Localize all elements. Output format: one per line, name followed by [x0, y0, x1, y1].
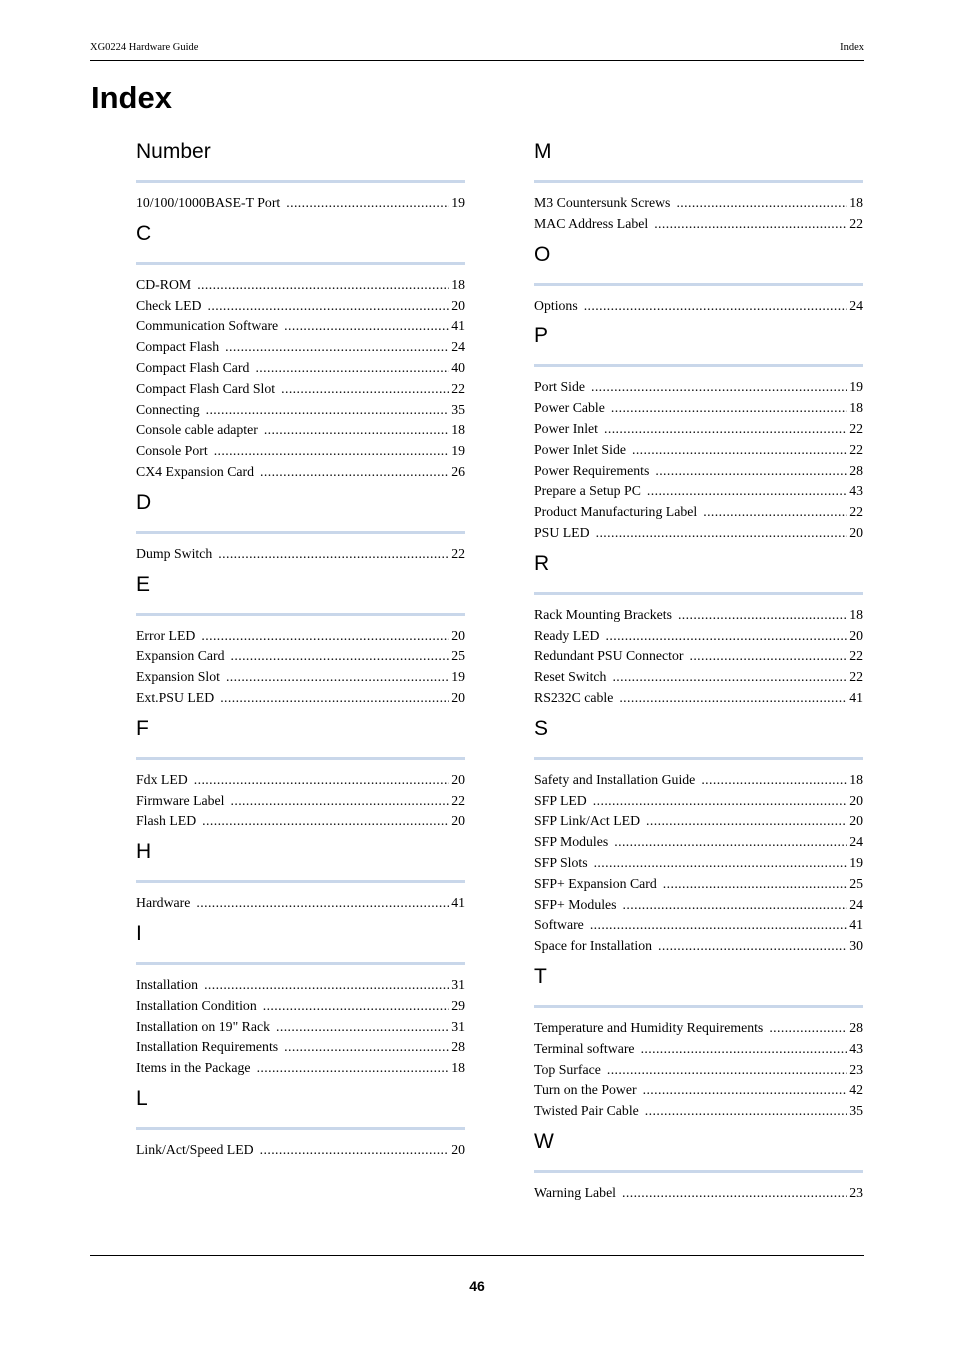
entry-page: 28 — [849, 462, 863, 478]
index-entry[interactable] — [534, 770, 863, 791]
entry-term: Terminal software — [534, 1040, 635, 1056]
index-entry[interactable] — [136, 893, 465, 914]
entry-page: 19 — [849, 379, 863, 395]
entry-page: 29 — [451, 997, 465, 1013]
index-entry[interactable] — [136, 441, 465, 462]
entry-page: 24 — [451, 339, 465, 355]
dot-leader — [276, 1017, 449, 1038]
index-entry[interactable] — [136, 1037, 465, 1058]
index-entry[interactable] — [136, 358, 465, 379]
dot-leader — [703, 502, 847, 523]
entry-term: CX4 Expansion Card — [136, 463, 255, 479]
entry-term: Console cable adapter — [136, 422, 258, 438]
entry-page: 41 — [451, 318, 465, 334]
dot-leader — [281, 379, 449, 400]
entry-term: Installation on 19" Rack — [136, 1018, 270, 1034]
section-heading — [136, 836, 465, 883]
dot-leader — [614, 832, 847, 853]
dot-leader — [619, 688, 847, 709]
index-section — [534, 1126, 863, 1204]
index-section — [136, 569, 465, 709]
section-heading — [534, 548, 863, 595]
dot-leader — [658, 936, 847, 957]
dot-leader — [214, 441, 450, 462]
dot-leader — [584, 296, 848, 317]
index-entry[interactable] — [534, 523, 863, 544]
entry-page: 24 — [849, 834, 863, 850]
entry-term: Safety and Installation Guide — [534, 771, 696, 787]
index-entry[interactable] — [534, 936, 863, 957]
entry-term: PSU LED — [534, 524, 590, 540]
section-heading — [534, 239, 863, 286]
entry-page: 43 — [849, 483, 863, 499]
index-entry[interactable] — [136, 296, 465, 317]
entry-term: Ext.PSU LED — [136, 689, 215, 705]
dot-leader — [257, 1058, 450, 1079]
entry-page: 26 — [451, 463, 465, 479]
index-entry[interactable] — [534, 1039, 863, 1060]
entry-term: CD-ROM — [136, 276, 192, 292]
index-entry[interactable] — [534, 398, 863, 419]
entry-page: 41 — [849, 689, 863, 705]
entry-page: 22 — [849, 441, 863, 457]
index-column-right — [534, 136, 863, 1208]
section-letter: I — [136, 921, 142, 945]
entry-page: 25 — [451, 648, 465, 664]
index-entry[interactable] — [534, 791, 863, 812]
dot-leader — [606, 626, 848, 647]
index-entry[interactable] — [534, 626, 863, 647]
index-entry[interactable] — [136, 1140, 465, 1161]
dot-leader — [231, 791, 450, 812]
entry-page: 28 — [451, 1039, 465, 1055]
index-section — [534, 713, 863, 957]
entry-page: 22 — [849, 420, 863, 436]
entry-term: Installation Requirements — [136, 1039, 279, 1055]
entry-page: 20 — [451, 689, 465, 705]
section-letter: E — [136, 572, 151, 596]
section-letter: D — [136, 490, 152, 514]
page-header — [90, 42, 864, 61]
section-letter: F — [136, 716, 149, 740]
index-entry[interactable] — [136, 811, 465, 832]
dot-leader — [655, 461, 847, 482]
dot-leader — [286, 193, 449, 214]
index-section — [534, 548, 863, 709]
entry-term: Power Requirements — [534, 462, 650, 478]
dot-leader — [196, 893, 449, 914]
entry-term: Console Port — [136, 443, 208, 459]
entry-term: Dump Switch — [136, 545, 213, 561]
entry-page: 23 — [849, 1061, 863, 1077]
entry-page: 35 — [849, 1103, 863, 1119]
section-heading — [136, 136, 465, 183]
entry-term: Expansion Card — [136, 648, 225, 664]
entry-term: 10/100/1000BASE-T Port — [136, 195, 281, 210]
index-entry[interactable] — [136, 193, 465, 214]
index-entry[interactable] — [534, 193, 863, 214]
dot-leader — [676, 193, 847, 214]
index-section — [534, 961, 863, 1122]
dot-leader — [594, 853, 848, 874]
entry-page: 22 — [451, 545, 465, 561]
entry-term: Hardware — [136, 895, 191, 911]
entry-page: 20 — [849, 627, 863, 643]
index-entry[interactable] — [136, 316, 465, 337]
entry-page: 24 — [849, 297, 863, 313]
index-entry[interactable] — [136, 626, 465, 647]
entry-term: Compact Flash — [136, 339, 220, 355]
index-entry[interactable] — [534, 646, 863, 667]
dot-leader — [284, 1037, 449, 1058]
dot-leader — [231, 646, 450, 667]
entry-term: Check LED — [136, 297, 202, 313]
entry-page: 25 — [849, 875, 863, 891]
index-entry[interactable] — [534, 667, 863, 688]
dot-leader — [607, 1060, 847, 1081]
entry-page: 18 — [849, 771, 863, 787]
entry-term: Fdx LED — [136, 771, 188, 787]
entry-page: 24 — [849, 896, 863, 912]
dot-leader — [206, 400, 450, 421]
index-entry[interactable] — [534, 811, 863, 832]
entry-page: 22 — [849, 648, 863, 664]
entry-page: 20 — [849, 792, 863, 808]
index-entry[interactable] — [534, 1018, 863, 1039]
entry-term: RS232C cable — [534, 689, 614, 705]
index-entry[interactable] — [136, 791, 465, 812]
entry-term: Power Cable — [534, 400, 605, 416]
index-section — [136, 1083, 465, 1161]
index-entry[interactable] — [534, 605, 863, 626]
section-letter: P — [534, 324, 549, 348]
section-heading — [534, 320, 863, 367]
index-entry[interactable] — [136, 1017, 465, 1038]
index-section — [136, 836, 465, 914]
entry-page: 41 — [849, 917, 863, 933]
section-heading — [136, 1083, 465, 1130]
entry-page: 18 — [849, 195, 863, 210]
index-entry[interactable] — [136, 462, 465, 483]
index-entry[interactable] — [534, 832, 863, 853]
section-heading — [136, 918, 465, 965]
section-name: Index — [840, 42, 864, 53]
dot-leader — [225, 337, 449, 358]
entry-page: 18 — [849, 400, 863, 416]
index-entry[interactable] — [534, 915, 863, 936]
dot-leader — [260, 1140, 450, 1161]
entry-page: 22 — [451, 792, 465, 808]
dot-leader — [612, 667, 847, 688]
index-section — [136, 136, 465, 214]
section-letter: S — [534, 716, 549, 740]
dot-leader — [645, 1101, 847, 1122]
entry-term: Flash LED — [136, 813, 197, 829]
entry-page: 20 — [451, 1141, 465, 1157]
section-letter: H — [136, 840, 152, 864]
entry-page: 18 — [451, 276, 465, 292]
dot-leader — [632, 440, 847, 461]
entry-page: 19 — [451, 443, 465, 459]
entry-term: SFP LED — [534, 792, 587, 808]
dot-leader — [201, 626, 449, 647]
index-entry[interactable] — [534, 874, 863, 895]
entry-page: 19 — [849, 854, 863, 870]
index-entry[interactable] — [136, 688, 465, 709]
entry-term: Warning Label — [534, 1184, 617, 1200]
section-heading — [534, 961, 863, 1008]
index-entry[interactable] — [534, 296, 863, 317]
entry-term: Turn on the Power — [534, 1082, 637, 1098]
dot-leader — [204, 975, 449, 996]
section-letter: R — [534, 551, 550, 575]
entry-page: 43 — [849, 1040, 863, 1056]
entry-page: 18 — [849, 606, 863, 622]
entry-page: 31 — [451, 976, 465, 992]
section-letter: Number — [136, 140, 211, 163]
index-entry[interactable] — [534, 1183, 863, 1204]
entry-term: Firmware Label — [136, 792, 225, 808]
index-entry[interactable] — [136, 379, 465, 400]
section-heading — [534, 136, 863, 183]
entry-term: Compact Flash Card Slot — [136, 380, 276, 396]
index-entry[interactable] — [534, 895, 863, 916]
entry-page: 20 — [451, 813, 465, 829]
entry-page: 22 — [849, 504, 863, 520]
entry-page: 41 — [451, 895, 465, 911]
page-number: 46 — [469, 1278, 485, 1294]
section-letter: C — [136, 221, 152, 245]
section-letter: T — [534, 964, 547, 988]
entry-page: 22 — [849, 669, 863, 685]
entry-term: Software — [534, 917, 584, 933]
dot-leader — [654, 214, 847, 235]
section-heading — [136, 713, 465, 760]
dot-leader — [590, 915, 847, 936]
entry-term: Items in the Package — [136, 1060, 251, 1076]
entry-term: Connecting — [136, 401, 200, 417]
entry-term: Installation — [136, 976, 199, 992]
entry-page: 22 — [451, 380, 465, 396]
dot-leader — [689, 646, 847, 667]
dot-leader — [622, 1183, 847, 1204]
dot-leader — [264, 420, 449, 441]
dot-leader — [593, 791, 847, 812]
dot-leader — [263, 996, 449, 1017]
dot-leader — [623, 895, 848, 916]
index-entry[interactable] — [534, 1101, 863, 1122]
section-letter: M — [534, 140, 552, 163]
entry-term: Temperature and Humidity Requirements — [534, 1019, 764, 1035]
index-entry[interactable] — [136, 544, 465, 565]
index-entry[interactable] — [136, 337, 465, 358]
entry-term: Link/Act/Speed LED — [136, 1141, 254, 1157]
entry-term: Ready LED — [534, 627, 600, 643]
entry-page: 19 — [451, 195, 465, 210]
index-entry[interactable] — [534, 481, 863, 502]
index-section — [136, 218, 465, 483]
dot-leader — [611, 398, 847, 419]
entry-term: Compact Flash Card — [136, 359, 250, 375]
index-section — [534, 320, 863, 543]
dot-leader — [208, 296, 450, 317]
entry-term: Error LED — [136, 627, 196, 643]
entry-term: Expansion Slot — [136, 669, 220, 685]
entry-term: Rack Mounting Brackets — [534, 606, 672, 622]
dot-leader — [769, 1018, 847, 1039]
index-entry[interactable] — [534, 1080, 863, 1101]
entry-term: M3 Countersunk Screws — [534, 195, 671, 210]
index-entry[interactable] — [534, 377, 863, 398]
entry-term: Power Inlet Side — [534, 441, 626, 457]
entry-term: SFP Modules — [534, 834, 609, 850]
dot-leader — [591, 377, 847, 398]
entry-page: 19 — [451, 669, 465, 685]
entry-term: Top Surface — [534, 1061, 601, 1077]
entry-page: 42 — [849, 1082, 863, 1098]
dot-leader — [596, 523, 848, 544]
section-heading — [136, 569, 465, 616]
index-entry[interactable] — [534, 853, 863, 874]
entry-term: SFP Link/Act LED — [534, 813, 641, 829]
index-entry[interactable] — [534, 688, 863, 709]
dot-leader — [284, 316, 449, 337]
entry-term: Port Side — [534, 379, 585, 395]
section-letter: O — [534, 242, 551, 266]
entry-term: SFP Slots — [534, 854, 588, 870]
entry-page: 35 — [451, 401, 465, 417]
dot-leader — [194, 770, 449, 791]
section-heading — [136, 487, 465, 534]
dot-leader — [647, 481, 847, 502]
index-entry[interactable] — [136, 400, 465, 421]
index-entry[interactable] — [136, 667, 465, 688]
index-section — [136, 487, 465, 565]
dot-leader — [218, 544, 449, 565]
index-entry[interactable] — [534, 214, 863, 235]
entry-page: 40 — [451, 359, 465, 375]
entry-term: Twisted Pair Cable — [534, 1103, 639, 1119]
footer-rule — [90, 1255, 864, 1256]
dot-leader — [663, 874, 847, 895]
entry-page: 18 — [451, 422, 465, 438]
index-entry[interactable] — [136, 275, 465, 296]
dot-leader — [646, 811, 847, 832]
entry-page: 30 — [849, 938, 863, 954]
index-entry[interactable] — [136, 770, 465, 791]
index-entry[interactable] — [136, 1058, 465, 1079]
entry-page: 20 — [451, 771, 465, 787]
dot-leader — [202, 811, 449, 832]
entry-term: MAC Address Label — [534, 215, 649, 231]
index-entry[interactable] — [534, 502, 863, 523]
section-heading — [136, 218, 465, 265]
index-entry[interactable] — [534, 419, 863, 440]
index-entry[interactable] — [534, 461, 863, 482]
index-entry[interactable] — [534, 440, 863, 461]
entry-page: 20 — [451, 627, 465, 643]
index-section — [136, 918, 465, 1079]
entry-term: Redundant PSU Connector — [534, 648, 684, 664]
dot-leader — [220, 688, 449, 709]
dot-leader — [255, 358, 449, 379]
index-entry[interactable] — [534, 1060, 863, 1081]
page-title: Index — [91, 80, 172, 115]
index-entry[interactable] — [136, 975, 465, 996]
entry-term: Prepare a Setup PC — [534, 483, 641, 499]
entry-term: SFP+ Modules — [534, 896, 617, 912]
entry-term: Installation Condition — [136, 997, 257, 1013]
entry-page: 18 — [451, 1060, 465, 1076]
entry-term: Power Inlet — [534, 420, 598, 436]
entry-term: Options — [534, 297, 578, 313]
entry-page: 31 — [451, 1018, 465, 1034]
index-section — [534, 136, 863, 235]
entry-term: Communication Software — [136, 318, 279, 334]
dot-leader — [197, 275, 449, 296]
dot-leader — [604, 419, 847, 440]
entry-page: 20 — [451, 297, 465, 313]
entry-term: Space for Installation — [534, 938, 653, 954]
dot-leader — [678, 605, 847, 626]
document-title: XG0224 Hardware Guide — [90, 42, 199, 53]
entry-term: Reset Switch — [534, 669, 607, 685]
section-heading — [534, 1126, 863, 1173]
entry-page: 22 — [849, 215, 863, 231]
index-entry[interactable] — [136, 996, 465, 1017]
section-heading — [534, 713, 863, 760]
entry-term: SFP+ Expansion Card — [534, 875, 657, 891]
index-entry[interactable] — [136, 420, 465, 441]
entry-term: Product Manufacturing Label — [534, 504, 698, 520]
entry-page: 23 — [849, 1184, 863, 1200]
dot-leader — [260, 462, 449, 483]
dot-leader — [226, 667, 449, 688]
dot-leader — [641, 1039, 848, 1060]
entry-page: 20 — [849, 524, 863, 540]
index-entry[interactable] — [136, 646, 465, 667]
entry-page: 28 — [849, 1019, 863, 1035]
index-section — [534, 239, 863, 317]
index-section — [136, 713, 465, 832]
index-column-left — [136, 136, 465, 1165]
entry-page: 20 — [849, 813, 863, 829]
section-letter: W — [534, 1129, 554, 1153]
dot-leader — [643, 1080, 848, 1101]
section-letter: L — [136, 1086, 148, 1110]
dot-leader — [701, 770, 847, 791]
